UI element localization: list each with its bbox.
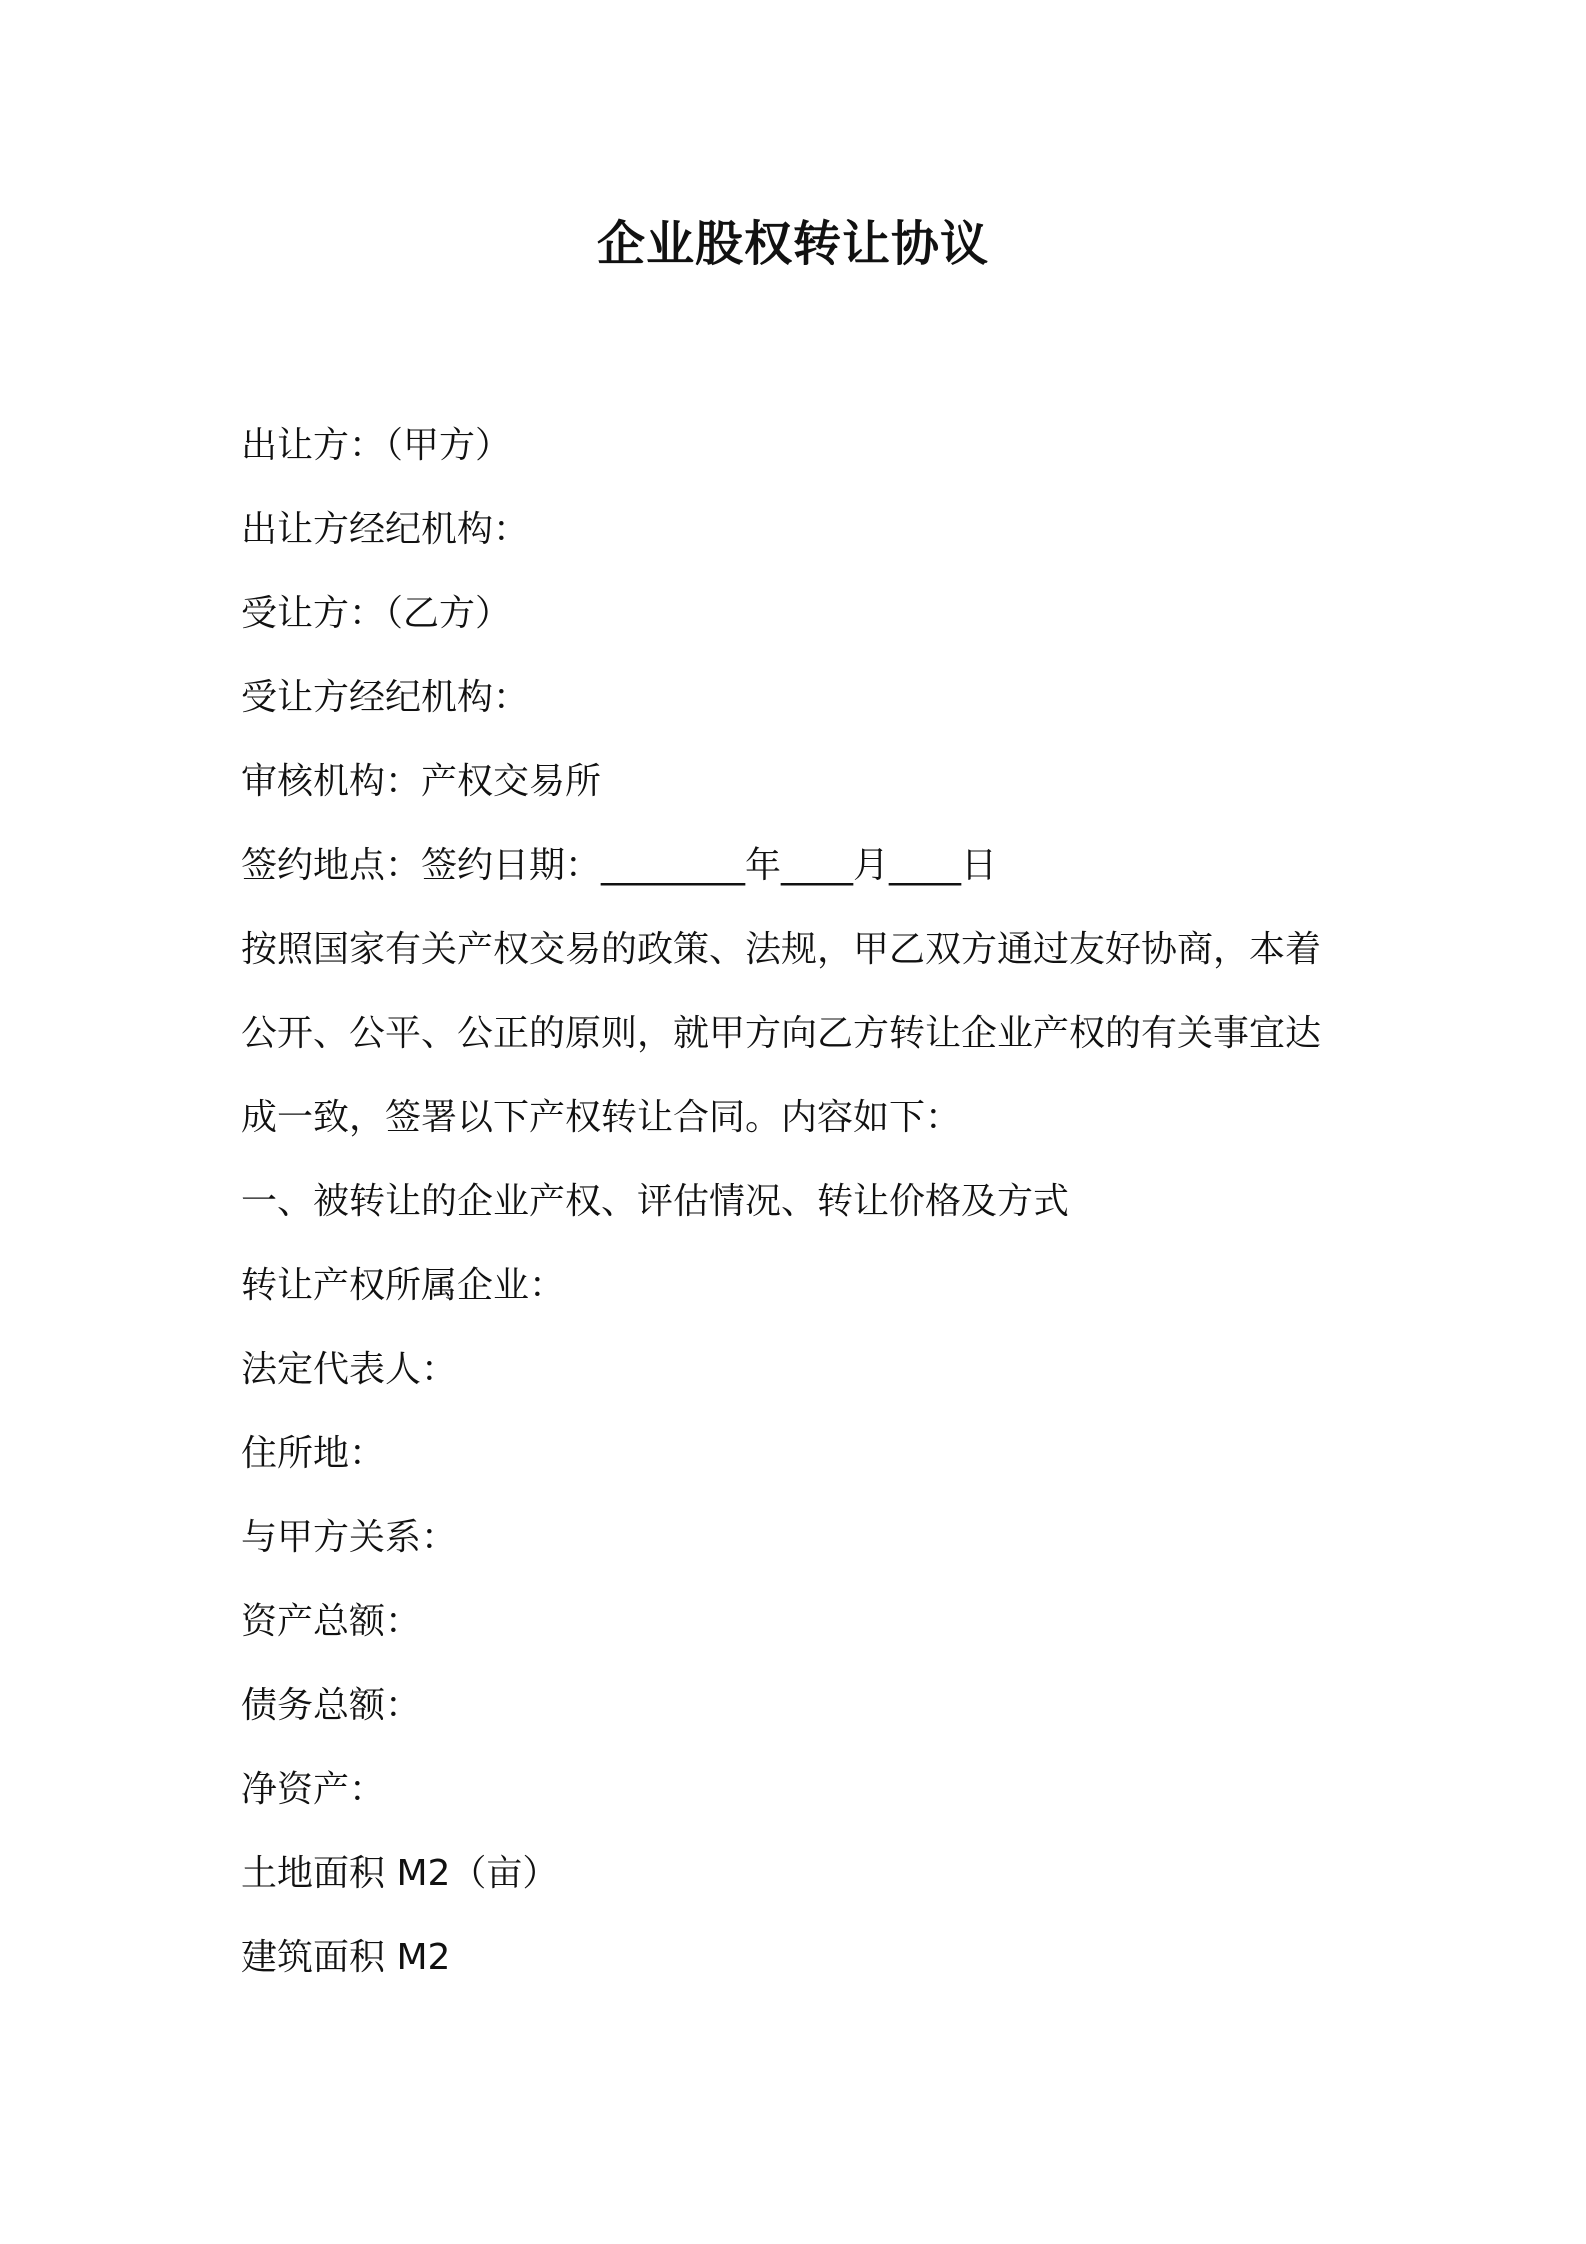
land-area-line: 土地面积 M2（亩） (241, 1853, 559, 1894)
transferor-line: 出让方：（甲方） (241, 425, 512, 466)
transferee-agent-line: 受让方经纪机构： (241, 677, 530, 718)
review-institution-line: 审核机构：产权交易所 (241, 761, 602, 802)
transferee-line: 受让方：（乙方） (241, 593, 512, 634)
building-area-line: 建筑面积 M2 (241, 1937, 451, 1978)
preamble-line-1: 按照国家有关产权交易的政策、法规，甲乙双方通过友好协商，本着 (241, 929, 1322, 970)
domicile-line: 住所地： (241, 1433, 386, 1474)
section-heading-1: 一、被转让的企业产权、评估情况、转让价格及方式 (241, 1181, 1070, 1222)
preamble-line-3: 成一致，签署以下产权转让合同。内容如下： (241, 1097, 962, 1138)
preamble-line-2: 公开、公平、公正的原则，就甲方向乙方转让企业产权的有关事宜达 (241, 1013, 1322, 1054)
signing-place-date-line: 签约地点：签约日期：________年____月____日 (241, 845, 998, 886)
transferor-agent-line: 出让方经纪机构： (241, 509, 530, 550)
net-assets-line: 净资产： (241, 1769, 386, 1810)
enterprise-line: 转让产权所属企业： (241, 1265, 566, 1306)
total-assets-line: 资产总额： (241, 1601, 422, 1642)
legal-representative-line: 法定代表人： (241, 1349, 458, 1390)
total-debt-line: 债务总额： (241, 1685, 422, 1726)
relationship-line: 与甲方关系： (241, 1517, 458, 1558)
document-body (241, 404, 1371, 2000)
document-title: 企业股权转让协议 (596, 216, 989, 272)
